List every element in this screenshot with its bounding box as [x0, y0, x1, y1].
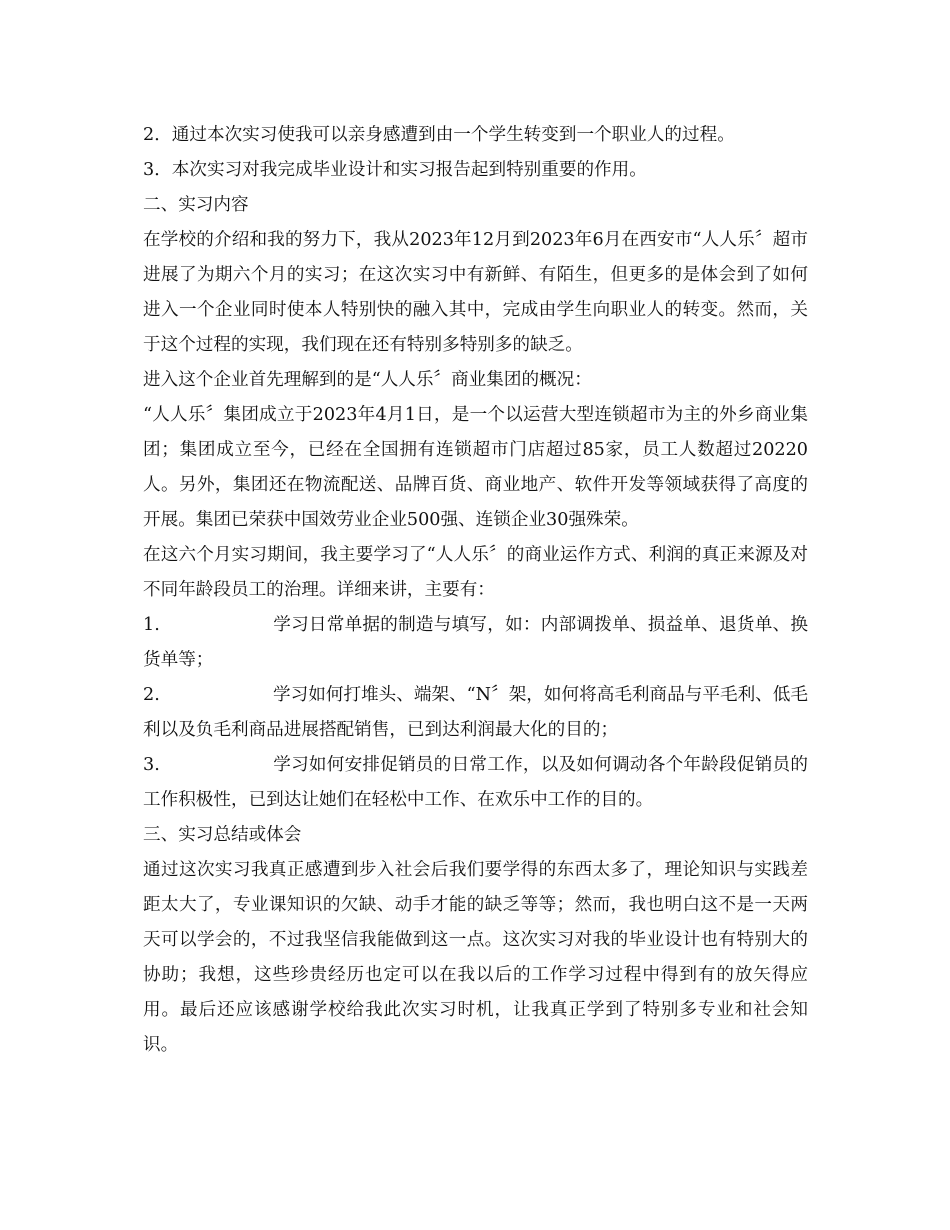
paragraph-company-lead: 进入这个企业首先理解到的是“人人乐〞商业集团的概况：: [143, 370, 592, 390]
paragraph-purpose-2: 2．通过本次实习使我可以亲身感遭到由一个学生转变到一个职业人的过程。: [143, 125, 735, 145]
list-item-number: 3.: [143, 755, 160, 775]
list-item-number: 2.: [143, 685, 160, 705]
list-item: [143, 678, 808, 748]
list-item: [143, 608, 808, 678]
list-item-text: 学习如何打堆头、端架、“N〞架，如何将高毛利商品与平毛利、低毛利以及负毛利商品进展搭配销售，已到达利润最大化的目的；: [143, 685, 808, 740]
paragraph-summary: 通过这次实习我真正感遭到步入社会后我们要学得的东西太多了，理论知识与实践差距太大了，专业课知识的欠缺、动手才能的缺乏等等；然而，我也明白这不是一天两天可以学会的，不过我坚信我能做到这一点。这次实习对我的毕业设计也有特别大的协助；我想，这些珍贵经历也定可以在我以后的工作学习过程中得到有的放矢得应用。最后还应该感谢学校给我此次实习时机，让我真正学到了特别多专业和社会知识。: [143, 860, 808, 1055]
paragraph-purpose-3: 3．本次实习对我完成毕业设计和实习报告起到特别重要的作用。: [143, 160, 647, 180]
document-body: [143, 118, 808, 1063]
paragraph-learning-lead: 在这六个月实习期间，我主要学习了“人人乐〞的商业运作方式、利润的真正来源及对不同年龄段员工的治理。详细来讲，主要有：: [143, 545, 808, 600]
section-heading-summary: 三、实习总结或体会: [143, 825, 302, 845]
list-item-text: 学习日常单据的制造与填写，如：内部调拨单、损益单、退货单、换货单等；: [143, 615, 808, 670]
list-item: [143, 748, 808, 818]
list-item-text: 学习如何安排促销员的日常工作，以及如何调动各个年龄段促销员的工作积极性，已到达让她们在轻松中工作、在欢乐中工作的目的。: [143, 755, 808, 810]
paragraph-intro: 在学校的介绍和我的努力下，我从2023年12月到2023年6月在西安市“人人乐〞超市进展了为期六个月的实习；在这次实习中有新鲜、有陌生，但更多的是体会到了如何进入一个企业同时使本人特别快的融入其中，完成由学生向职业人的转变。然而，关于这个过程的实现，我们现在还有特别多特别多的缺乏。: [143, 230, 808, 355]
section-heading-content: 二、实习内容: [143, 195, 249, 215]
list-item-number: 1.: [143, 615, 160, 635]
paragraph-company-overview: “人人乐〞集团成立于2023年4月1日，是一个以运营大型连锁超市为主的外乡商业集团；集团成立至今，已经在全国拥有连锁超市门店超过85家，员工人数超过20220人。另外，集团还在物流配送、品牌百货、商业地产、软件开发等领域获得了高度的开展。集团已荣获中国效劳业企业500强、连锁企业30强殊荣。: [143, 405, 808, 530]
